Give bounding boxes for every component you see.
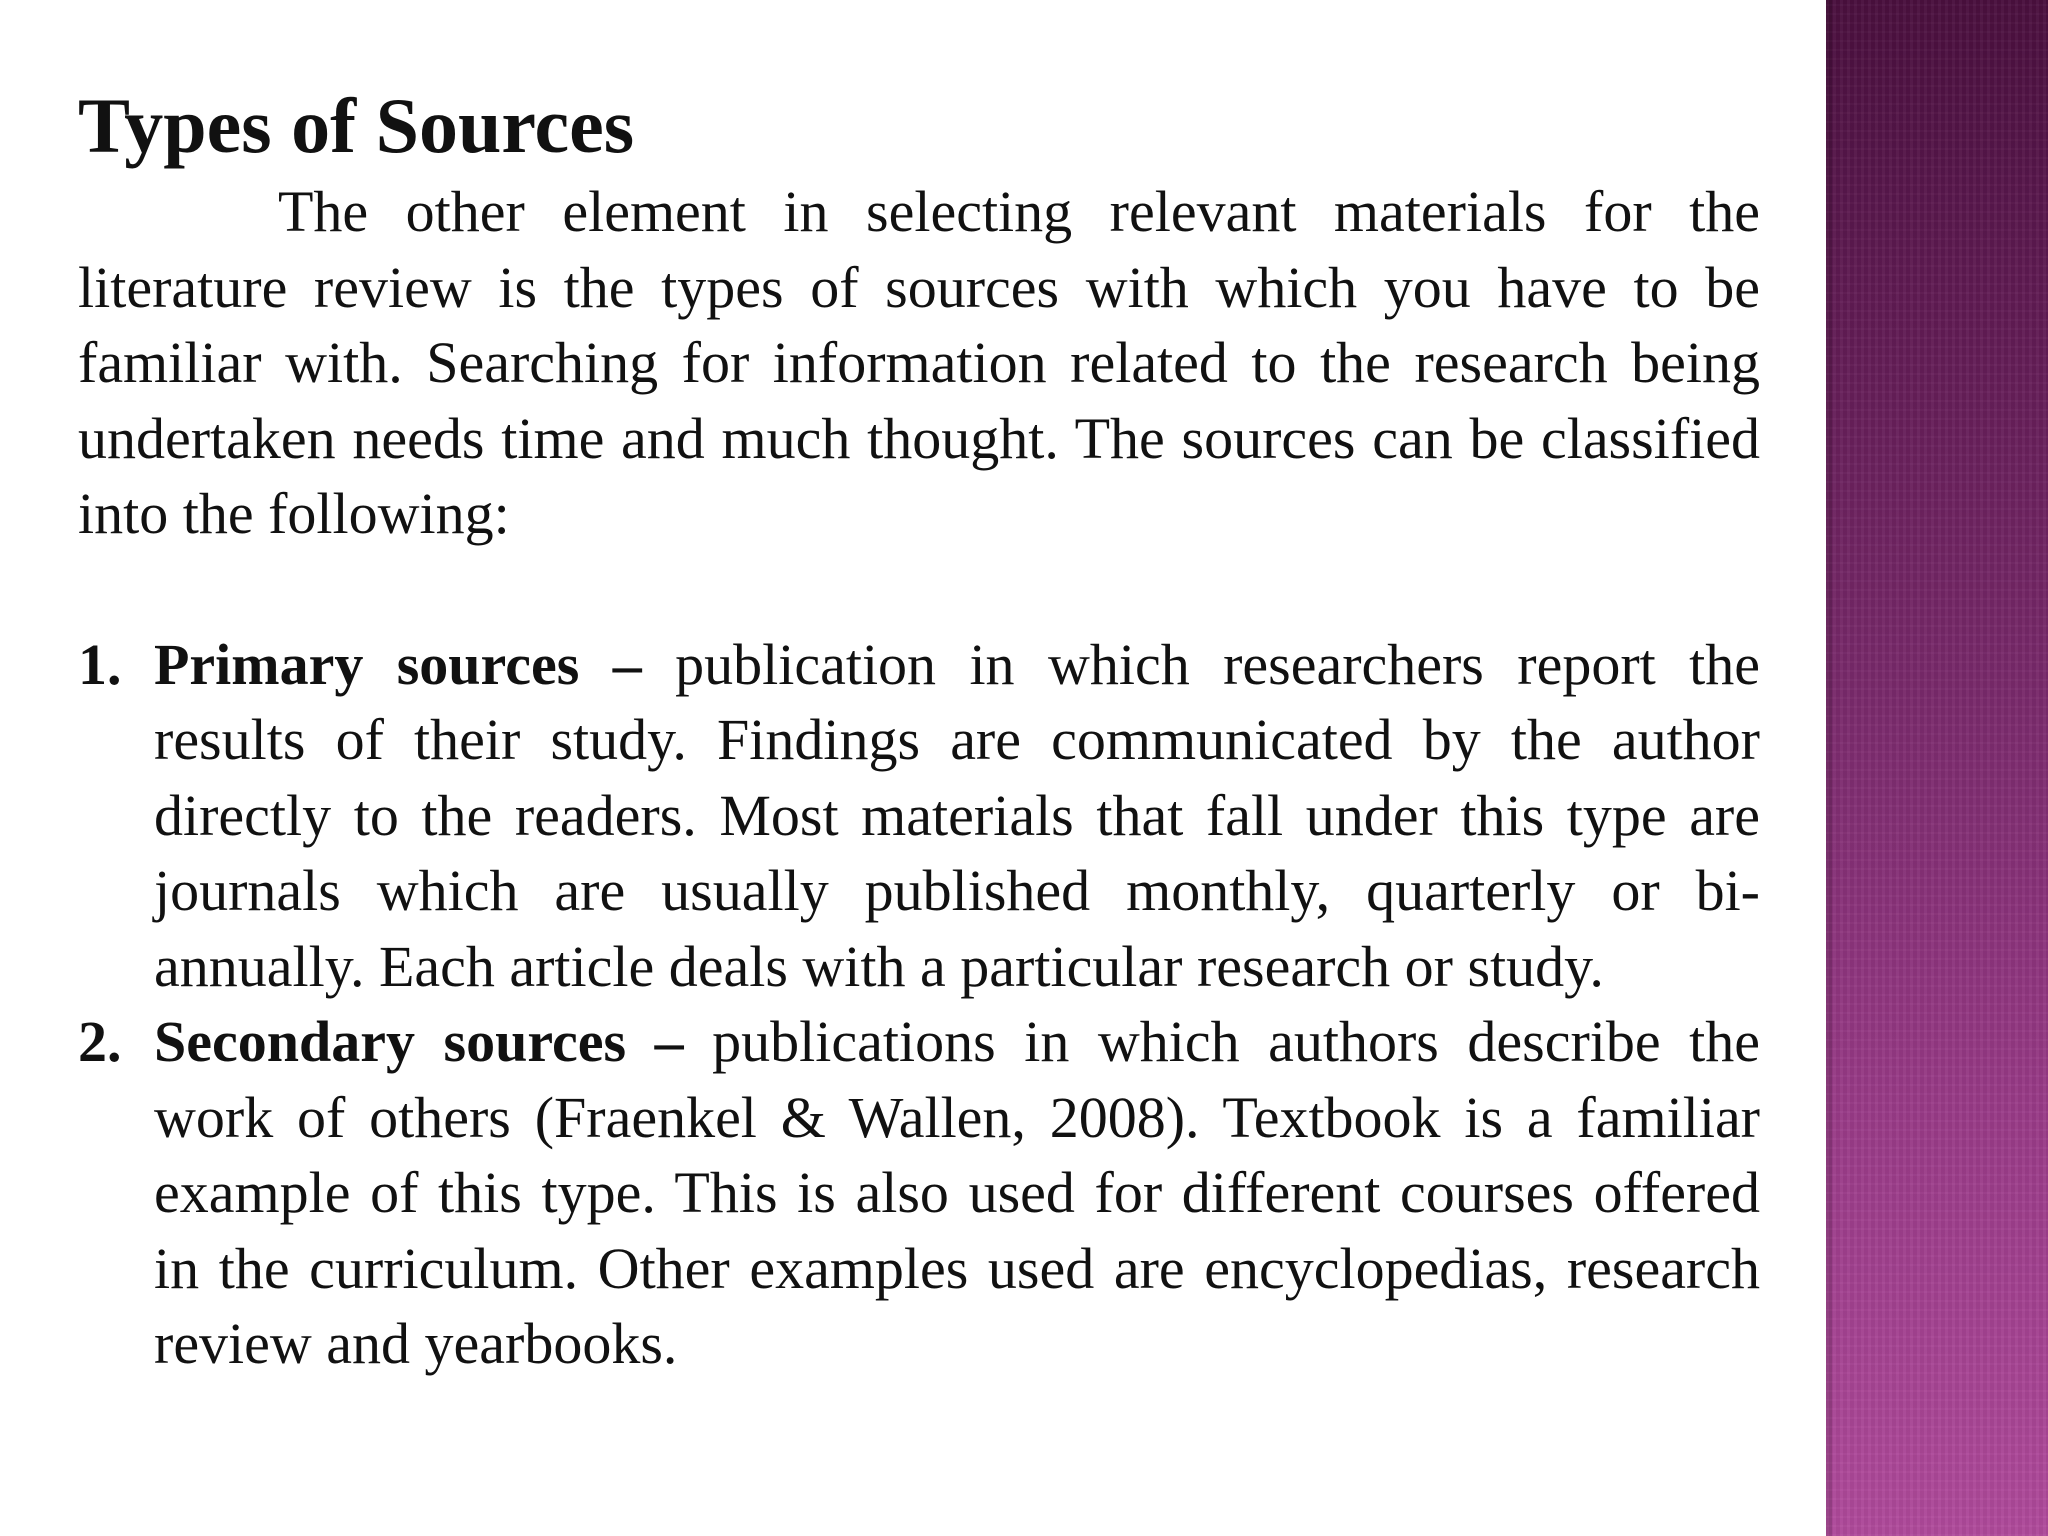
definition-primary-sources: publication in which researchers report the results of their study. Findings are communicated by the author directly to the readers. Most materials that fall under this type are journals which are usually published monthly, quarterly or bi-annually. Each article deals with a particular research or study. [154,631,1760,999]
list-number: 1. [78,631,122,697]
list-number: 2. [78,1009,122,1074]
slide-content [78,78,1760,1382]
definition-secondary-sources: publications in which authors describe the work of others (Fraenkel & Wallen, 2008). Textbook is a familiar example of this type. This is also used for different courses offered in the curriculum. Other examples used are encyclopedias, research review and yearbooks. [154,1009,1761,1376]
list-item-secondary-sources [78,1004,1760,1382]
term-separator: – [626,1009,713,1074]
term-primary-sources: Primary sources [154,631,580,697]
term-secondary-sources: Secondary sources [154,1009,627,1074]
source-types-list [78,627,1760,1382]
term-separator: – [579,631,676,697]
intro-paragraph: The other element in selecting relevant materials for the literature review is the types of sources with which you have to be familiar with. Searching for information related to the research being undertaken needs time and much thought. The sources can be classified into the following: [78,179,1760,546]
list-item-primary-sources [78,627,1760,1005]
slide-title: Types of Sources [78,82,635,169]
decorative-side-band [1826,0,2048,1536]
